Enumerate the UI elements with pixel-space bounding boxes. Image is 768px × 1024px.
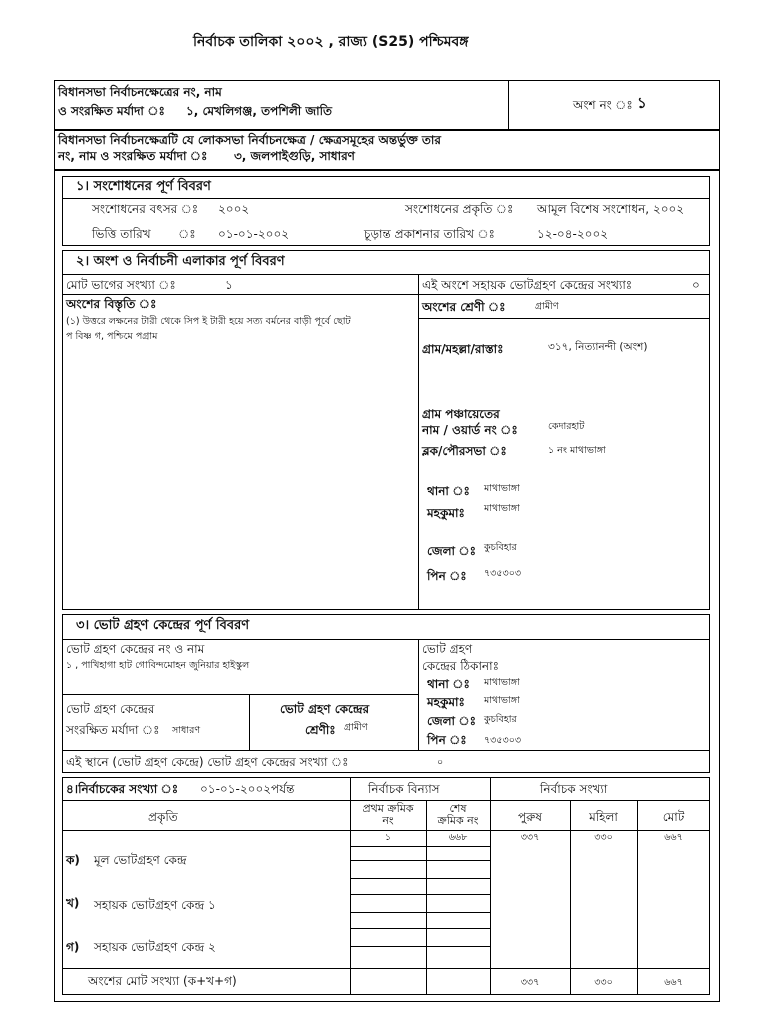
electors-date: ০১-০১-২০০২পর্যন্ত	[200, 782, 295, 796]
area-district-value: কুচবিহার	[484, 542, 517, 553]
final-date-label: চূড়ান্ত প্রকাশনার তারিখ ঃ	[364, 227, 495, 241]
row-total: ৬৬৭	[664, 832, 683, 843]
booth-count-label: এই স্থানে (ভোট গ্রহণ কেন্দ্রে) ভোট গ্রহণ কেন্দ্রের সংখ্যা ঃ	[66, 755, 349, 769]
col-first-serial-line-1: প্রথম ক্রমিক	[362, 802, 414, 815]
booth-class-value: গ্রামীণ	[344, 722, 368, 733]
row-first-serial: ১	[384, 832, 392, 843]
basis-date-colon: ঃ	[178, 227, 196, 241]
part-no-label: অংশ নং ঃ	[573, 98, 633, 112]
electors-heading: ৪।নির্বাচকের সংখ্যা ঃ	[66, 782, 179, 796]
panchayat-value: কেদারহাট	[548, 421, 585, 432]
rule	[350, 894, 490, 895]
loksabha-label: বিধানসভা নির্বাচনক্ষেত্রটি যে লোকসভা নির্বাচনক্ষেত্র / ক্ষেত্রসমূহের অন্তর্ভুক্ত তার	[58, 133, 441, 147]
row-male: ৩৩৭	[520, 832, 540, 843]
document-title: নির্বাচক তালিকা ২০০২ , রাজ্য (S25) পশ্চিমবঙ্গ	[193, 34, 469, 50]
booth-reserved-label-1: ভোট গ্রহণ কেন্দ্রের	[66, 702, 155, 716]
extent-line-2: প বিষ্ণ গ, পশ্চিমে পগ্রাম	[66, 331, 158, 342]
category-label: অংশের শ্রেণী ঃ	[422, 300, 506, 314]
booth-name-label: ভোট গ্রহণ কেন্দ্রের নং ও নাম	[66, 642, 205, 656]
row-female: ৩৩০	[594, 832, 613, 843]
booth-district-label: জেলা ঃ	[427, 714, 476, 728]
col-male: পুরুষ	[518, 810, 542, 824]
col-total: মোট	[662, 810, 685, 824]
divider	[418, 639, 419, 750]
revision-heading: ১। সংশোধনের পূর্ণ বিবরণ	[76, 179, 211, 194]
basis-date-label: ভিত্তি তারিখ	[92, 227, 151, 241]
revision-nature-label: সংশোধনের প্রকৃতি ঃ	[405, 202, 514, 216]
block-label: ব্লক/পৌরসভা ঃ	[422, 444, 507, 458]
booth-subdiv-label: মহকুমাঃ	[427, 695, 465, 709]
booth-class-label-2: শ্রেণীঃ	[305, 723, 336, 737]
rule	[62, 830, 710, 831]
rule	[62, 274, 710, 275]
rule	[62, 294, 710, 295]
booth-pin-value: ৭৩৫৩০৩	[484, 735, 522, 746]
rule	[350, 860, 490, 861]
village-label: গ্রাম/মহল্লা/রাস্তাঃ	[422, 342, 504, 356]
area-pin-value: ৭৩৫৩০৩	[484, 568, 522, 579]
booth-thana-value: মাথাভাঙ্গা	[484, 677, 520, 688]
reservation-label: ও সংরক্ষিত মর্যাদা ঃ	[58, 104, 165, 118]
loksabha-label-2: নং, নাম ও সংরক্ষিত মর্যাদা ঃ	[58, 149, 208, 163]
extent-label: অংশের বিস্তৃতি ঃ	[66, 297, 157, 311]
total-label: অংশের মোট সংখ্যা (ক+খ+গ)	[88, 974, 237, 988]
aux-booths-value: ০	[692, 278, 700, 292]
panchayat-label-2: নাম / ওয়ার্ড নং ঃ	[422, 423, 518, 437]
rule	[418, 318, 710, 319]
booth-district-value: কুচবিহার	[484, 714, 517, 725]
total-total: ৬৬৭	[664, 977, 683, 988]
panchayat-label-1: গ্রাম পঞ্চায়েতের	[422, 407, 500, 421]
area-district-label: জেলা ঃ	[427, 544, 476, 558]
revision-nature-value: আমূল বিশেষ সংশোধন, ২০০২	[537, 202, 685, 216]
basis-date-value: ০১-০১-২০০২	[218, 227, 290, 241]
rule	[350, 878, 490, 879]
rule	[350, 928, 490, 929]
col-last-serial	[426, 803, 490, 827]
booth-reserved-value: সাধারণ	[172, 725, 201, 736]
rule	[350, 946, 490, 947]
sections-label: মোট ভাগের সংখ্যা ঃ	[66, 278, 176, 292]
divider	[418, 274, 419, 610]
booth-reserved-label-2: সংরক্ষিত মর্যাদা ঃ	[66, 723, 160, 737]
divider	[508, 80, 509, 131]
col-nature: প্রকৃতি	[148, 810, 178, 824]
constituency-value: ১, মেখলিগঞ্জ, তপশিলী জাতি	[186, 104, 333, 118]
row-label: সহায়ক ভোটগ্রহণ কেন্দ্র ২	[94, 940, 216, 954]
constituency-label: বিধানসভা নির্বাচনক্ষেত্রের নং, নাম	[58, 85, 222, 99]
total-male: ৩৩৭	[520, 977, 540, 988]
booth-heading: ৩। ভোট গ্রহণ কেন্দ্রের পূর্ণ বিবরণ	[76, 618, 250, 633]
booth-name-value: ১ , পাখিহাগা হাট গোবিন্দমোহন জুনিয়ার হাইস্কুল	[66, 660, 250, 671]
final-date-value: ১২-০৪-২০০২	[537, 227, 609, 241]
area-heading: ২। অংশ ও নির্বাচনী এলাকার পূর্ণ বিবরণ	[76, 254, 285, 269]
electors-distribution-header: নির্বাচক বিন্যাস	[368, 782, 440, 796]
rule	[62, 198, 710, 199]
aux-booths-label: এই অংশে সহায়ক ভোটগ্রহণ কেন্দ্রের সংখ্যাঃ	[422, 278, 633, 292]
rule	[350, 912, 490, 913]
booth-address-label-2: কেন্দ্রের ঠিকানাঃ	[422, 659, 499, 673]
booth-address-label-1: ভোট গ্রহণ	[422, 642, 473, 656]
total-female: ৩৩০	[594, 977, 613, 988]
rule	[62, 968, 710, 969]
rule	[62, 639, 710, 640]
booth-pin-label: পিন ঃ	[427, 733, 467, 747]
rule	[350, 846, 490, 847]
category-value: গ্রামীণ	[535, 301, 559, 312]
area-pin-label: পিন ঃ	[427, 569, 467, 583]
area-thana-value: মাথাভাঙ্গা	[484, 483, 520, 494]
row-mark: ক)	[66, 853, 80, 867]
extent-line-1: (১) উত্তরে লক্ষনের টারী থেকে সিপ ই টারী হয়ে সত্য বর্মনের বাড়ী পূর্বে ছোট	[66, 316, 351, 327]
row-mark: খ)	[66, 896, 80, 910]
row-label: মূল ভোটগ্রহণ কেন্দ্র	[94, 853, 187, 867]
part-no-value: ১	[637, 94, 647, 112]
divider	[249, 694, 250, 750]
col-last-serial-line-1: শেষ	[449, 802, 467, 815]
rule	[62, 750, 710, 751]
row-label: সহায়ক ভোটগ্রহণ কেন্দ্র ১	[94, 898, 216, 912]
booth-count-value: ০	[437, 757, 444, 768]
row-last-serial: ৬৬৮	[448, 832, 468, 843]
area-box	[62, 250, 710, 610]
area-thana-label: থানা ঃ	[427, 484, 470, 498]
area-subdiv-value: মাথাভাঙ্গা	[484, 503, 520, 514]
rule	[62, 694, 418, 695]
loksabha-value: ৩, জলপাইগুড়ি, সাধারণ	[234, 149, 355, 163]
village-value: ৩১৭, নিত্যানন্দী (অংশ)	[548, 341, 648, 353]
col-first-serial-line-2: নং	[382, 814, 394, 827]
col-first-serial	[350, 803, 426, 827]
booth-thana-label: থানা ঃ	[427, 677, 470, 691]
rule	[62, 800, 710, 801]
area-subdiv-label: মহকুমাঃ	[427, 506, 465, 520]
sections-value: ১	[225, 278, 233, 292]
row-mark: গ)	[66, 940, 80, 954]
booth-subdiv-value: মাথাভাঙ্গা	[484, 695, 520, 706]
col-female: মহিলা	[589, 810, 618, 824]
booth-class-label-1: ভোট গ্রহণ কেন্দ্রের	[280, 702, 370, 716]
electors-count-header: নির্বাচক সংখ্যা	[540, 782, 608, 796]
block-value: ১ নং মাথাভাঙ্গা	[548, 445, 606, 456]
revision-year-value: ২০০২	[218, 202, 250, 216]
revision-year-label: সংশোধনের বৎসর ঃ	[92, 202, 199, 216]
col-last-serial-line-2: ক্রমিক নং	[437, 814, 479, 827]
